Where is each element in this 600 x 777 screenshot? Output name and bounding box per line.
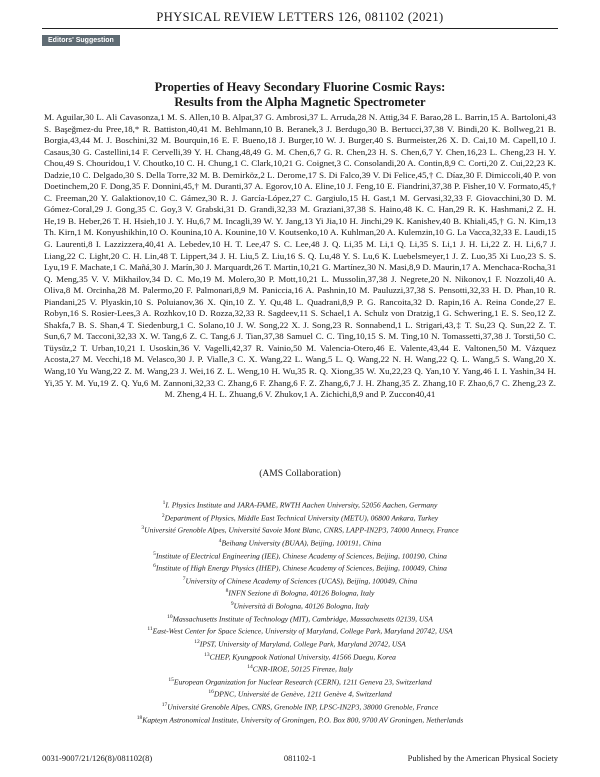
affiliation: $^{13}$CHEP, Kyungpook National University, 41566 Daegu, Korea — [204, 651, 396, 662]
affiliation: $^4$Beihang University (BUAA), Beijing, 100191, China — [218, 537, 382, 548]
paper-title — [60, 80, 540, 110]
footer-issn: 0031-9007/21/126(8)/081102(8) — [42, 753, 153, 763]
footer-publisher: Published by the American Physical Society — [407, 753, 558, 763]
affiliation: $^9$Università di Bologna, 40126 Bologna, Italy — [230, 601, 370, 611]
affiliation: $^{18}$Kapteyn Astronomical Institute, University of Groningen, P.O. Box 800, 9700 AV Groningen, Netherlands — [136, 714, 464, 725]
affiliation: $^2$Department of Physics, Middle East Technical University (METU), 06800 Ankara, Turkey — [161, 512, 439, 523]
collaboration-name: (AMS Collaboration) — [259, 469, 341, 479]
header-rule — [42, 28, 558, 29]
author-list: M. Aguilar,30 L. Ali Cavasonza,1 M. S. Allen,10 B. Alpat,37 G. Ambrosi,37 L. Arruda,28 N. Attig,34 F. Barao,28 L. Barrin,15 A. Bartoloni,43 S. Başeğmez-du Pree,18,* R. Battiston,40,41 M. Behlmann,10 B. Beranek,3 J. Berdugo,30 B. Bertucci,37,38 V. Bindi,20 K. Bollweg,21 B. Borgia,43,44 M. J. Boschini,32 M. Bourquin,16 E. F. Bueno,18 J. Burger,10 W. J. Burger,40 S. Burmeister,26 X. D. Cai,10 M. Capell,10 J. Casaus,30 G. Castellini,14 F. Cervelli,39 Y. H. Chang,48,49 G. M. Chen,6,7 G. R. Chen,23 H. S. Chen,6,7 Y. Chen,16,23 L. Cheng,23 H. Y. Chou,49 S. Chouridou,1 V. Choutko,10 C. H. Chung,1 C. Clark,10,21 G. Coignet,3 C. Consolandi,20 A. Contin,8,9 C. Corti,20 Z. Cui,22,23 K. Dadzie,10 C. Delgado,30 S. Della Torre,32 M. B. Demirköz,2 L. Derome,17 S. Di Falco,39 V. Di Felice,45,† C. Díaz,30 F. Dimiccoli,40 P. von Doetinchem,20 F. Dong,35 F. Donnini,45,† M. Duranti,37 A. Egorov,10 A. Eline,10 J. Feng,10 E. Fiandrini,37,38 P. Fisher,10 V. Formato,45,† C. Freeman,20 Y. Galaktionov,10 C. Gámez,30 R. J. García-López,27 C. Gargiulo,15 H. Gast,1 M. Gervasi,32,33 F. Giovacchini,30 D. M. Gómez-Coral,29 J. Gong,35 C. Goy,3 V. Grabski,31 D. Grandi,32,33 M. Graziani,37,38 S. Haino,48 K. C. Han,29 R. K. Hashmani,2 Z. H. He,19 B. Heber,26 T. H. Hsieh,10 J. Y. Hu,6,7 M. Incagli,39 W. Y. Jang,13 Yi Jia,10 H. Jinchi,29 K. Kanishev,40 B. Khiali,45,† G. N. Kim,13 Th. Kirn,1 M. Konyushikhin,10 O. Kounina,10 A. Kounine,10 V. Koutsenko,10 A. Kuhlman,20 A. Kulemzin,10 G. La Vacca,32,33 E. Laudi,15 G. Laurenti,8 I. Lazzizzera,40,41 A. Lebedev,10 H. T. Lee,47 S. C. Lee,48 J. Q. Li,35 M. Li,1 Q. Li,35 S. Li,1 J. H. Li,22 Z. H. Li,6,7 J. Liang,22 C. Light,20 C. H. Lin,48 T. Lippert,34 J. H. Liu,5 Z. Liu,16 S. Q. Lu,48 Y. S. Lu,6 K. Luebelsmeyer,1 J. Z. Luo,35 Xi Luo,23 S. S. Lyu,19 F. Machate,1 C. Mañá,30 J. Marín,30 J. Marquardt,26 T. Martin,10,21 G. Martínez,30 N. Masi,8,9 D. Maurin,17 A. Menchaca-Rocha,31 Q. Meng,35 V. V. Mikhailov,34 D. C. Mo,19 M. Molero,30 P. Mott,10,21 L. Mussolin,37,38 J. Negrete,20 N. Nikonov,1 F. Nozzoli,40 A. Oliva,8 M. Orcinha,28 M. Palermo,20 F. Palmonari,8,9 M. Paniccia,16 A. Pashnin,10 M. Pauluzzi,37,38 S. Pensotti,32,33 H. D. Phan,10 R. Piandani,25 V. Plyaskin,10 S. Poluianov,36 X. Qin,10 Z. Y. Qu,48 L. Quadrani,8,9 P. G. Rancoita,32 D. Rapin,16 A. Reina Conde,27 E. Robyn,16 S. Rosier-Lees,3 A. Rozhkov,10 D. Rozza,32,33 R. Sagdeev,11 S. Schael,1 A. Schulz von Dratzig,1 G. Schwering,1 E. S. Seo,12 Z. Shakfa,7 B. S. Shan,4 T. Siedenburg,1 C. Solano,10 J. W. Song,22 X. J. Song,23 R. Sonnabend,1 L. Strigari,43,‡ T. Su,23 Q. Sun,22 Z. T. Sun,6,7 M. Tacconi,32,33 X. W. Tang,6 Z. C. Tang,6 J. Tian,37,38 Samuel C. C. Ting,10,15 S. M. Ting,10 N. Tomassetti,37,38 J. Torsti,50 C. Tüysüz,2 T. Urban,10,21 I. Usoskin,36 V. Vagelli,42,37 R. Vainio,50 M. Valencia-Otero,46 E. Valente,43,44 E. Valtonen,50 M. Vázquez Acosta,27 M. Vecchi,18 M. Velasco,30 J. P. Vialle,3 C. X. Wang,22 L. Wang,5 L. Q. Wang,22 N. H. Wang,22 Q. L. Wang,5 S. Wang,20 X. Wang,10 Yu Wang,22 Z. M. Wang,23 J. Wei,16 Z. L. Weng,10 H. Wu,35 R. Q. Xiong,35 W. Xu,22,23 Q. Yan,10 Y. Yang,46 I. I. Yashin,34 H. Yi,35 Y. M. Yu,19 Z. Q. Yu,6 M. Zannoni,32,33 C. Zhang,6 F. Zhang,6 F. Z. Zhang,6,7 J. H. Zhang,35 Z. Zhang,10 F. Zhao,6,7 C. Zheng,23 Z. M. Zheng,4 H. L. Zhuang,6 V. Zhukov,1 A. Zichichi,8,9 and P. Zuccon40,41 — [44, 112, 556, 400]
affiliation: $^6$Institute of High Energy Physics (IHEP), Chinese Academy of Sciences, Beijing, 100049, China — [153, 563, 447, 573]
journal-header: PHYSICAL REVIEW LETTERS 126, 081102 (2021) — [156, 10, 444, 24]
affiliation: $^{15}$European Organization for Nuclear Research (CERN), 1211 Geneva 23, Switzerland — [168, 676, 432, 687]
affiliation: $^3$Université Grenoble Alpes, Université Savoie Mont Blanc, CNRS, LAPP-IN2P3, 74000 Annecy, France — [141, 525, 459, 535]
affiliation: $^{12}$IPST, University of Maryland, College Park, Maryland 20742, USA — [194, 638, 406, 649]
affiliation: $^{10}$Massachusetts Institute of Technology (MIT), Cambridge, Massachusetts 02139, USA — [167, 613, 433, 624]
affiliation: $^{14}$CNR-IROE, 50125 Firenze, Italy — [247, 664, 353, 674]
paper-title-line-1: Properties of Heavy Secondary Fluorine Cosmic Rays: — [154, 80, 446, 94]
editors-suggestion-badge: Editors' Suggestion — [42, 35, 120, 46]
footer-page-number: 081102-1 — [283, 753, 317, 763]
affiliation: $^1$I. Physics Institute and JARA-FAME, RWTH Aachen University, 52056 Aachen, Germany — [162, 500, 438, 510]
affiliation: $^7$University of Chinese Academy of Sciences (UCAS), Beijing, 100049, China — [182, 575, 418, 586]
affiliation: $^8$INFN Sezione di Bologna, 40126 Bologna, Italy — [225, 588, 375, 598]
affiliations-list — [30, 498, 570, 725]
affiliation: $^{17}$Université Grenoble Alpes, CNRS, Grenoble INP, LPSC-IN2P3, 38000 Grenoble, France — [161, 702, 439, 712]
affiliation: $^5$Institute of Electrical Engineering (IEE), Chinese Academy of Sciences, Beijing, 100190, China — [153, 550, 447, 561]
affiliation: $^{16}$DPNC, Université de Genève, 1211 Genève 4, Switzerland — [208, 689, 392, 699]
paper-title-line-2: Results from the Alpha Magnetic Spectrometer — [174, 95, 426, 109]
affiliation: $^{11}$East-West Center for Space Science, University of Maryland, College Park, Maryland 20742, USA — [147, 626, 453, 636]
